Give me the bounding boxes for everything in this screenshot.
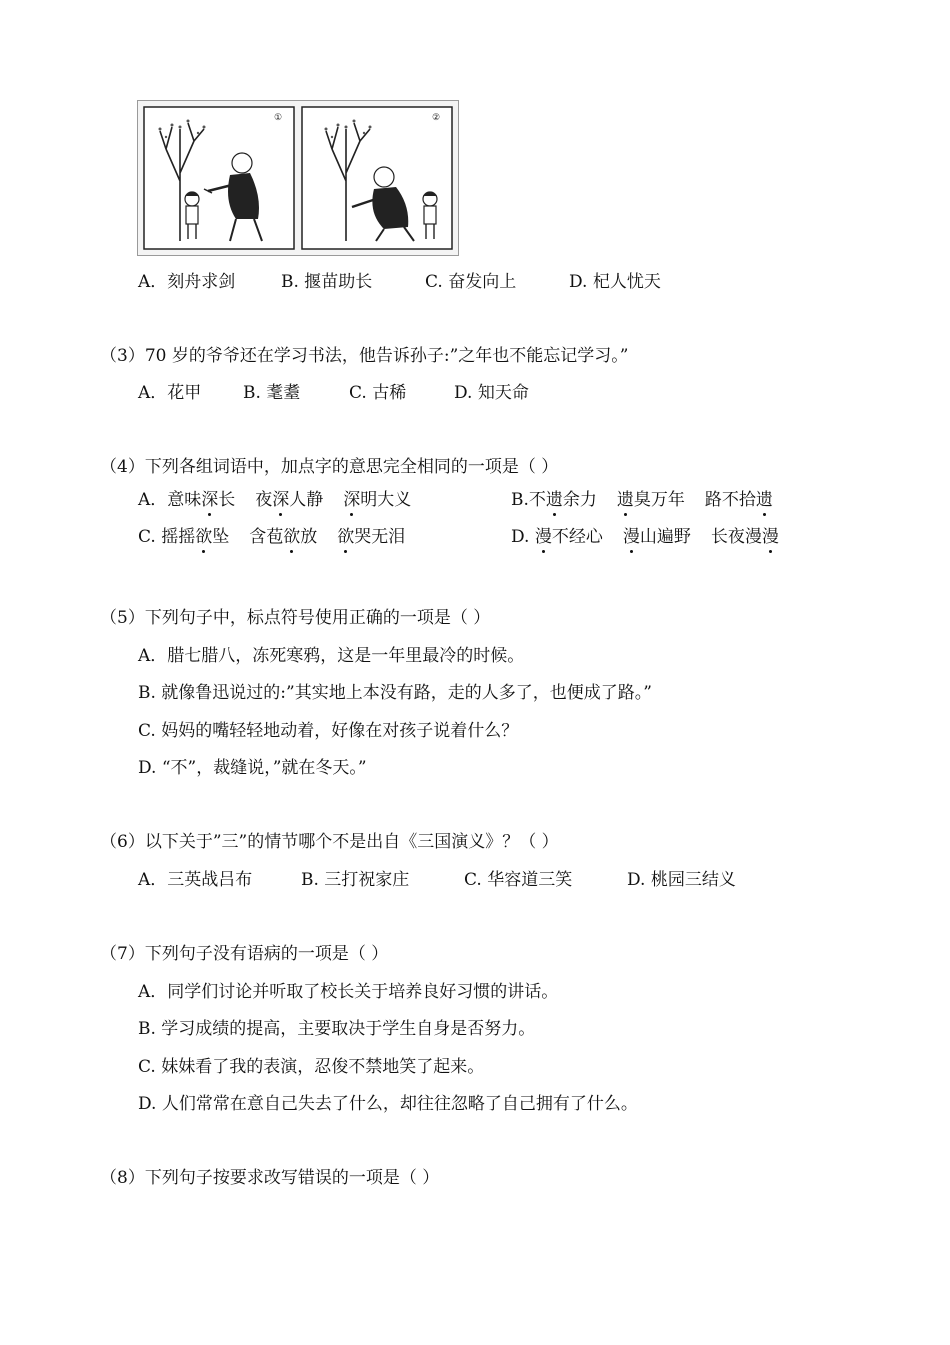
q6-stem: （6）以下关于”三”的情节哪个不是出自《三国演义》？（ ）	[100, 832, 559, 852]
dotted-char: 欲	[283, 527, 301, 547]
q3-stem: （3）70 岁的爷爷还在学习书法，他告诉孙子:”之年也不能忘记学习。”	[100, 346, 629, 366]
q6-option-a: A．三英战吕布	[138, 870, 253, 890]
q6-option-c: C. 华容道三笑	[464, 870, 573, 890]
comic-drawing	[138, 101, 458, 255]
dotted-char: 遗	[545, 490, 563, 510]
q4-option-a: A．意味深长 夜深人静 深明大义	[138, 490, 412, 510]
q7-option-d: D. 人们常常在意自己失去了什么，却往往忽略了自己拥有了什么。	[138, 1094, 638, 1114]
q6-option-d: D. 桃园三结义	[627, 870, 736, 890]
q4-option-c: C. 摇摇欲坠 含苞欲放 欲哭无泪	[138, 527, 406, 547]
q5-option-c: C. 妈妈的嘴轻轻地动着，好像在对孩子说着什么？	[138, 721, 519, 741]
q7-stem: （7）下列句子没有语病的一项是（ ）	[100, 944, 389, 964]
dotted-char: 欲	[337, 527, 355, 547]
panel2-number: ②	[431, 113, 441, 123]
q3-option-b: B. 耄耋	[243, 383, 301, 403]
dotted-char: 漫	[761, 527, 779, 547]
dotted-char: 深	[343, 490, 361, 510]
q4-option-b: B.不遗余力 遗臭万年 路不拾遗	[511, 490, 773, 510]
dotted-char: 遗	[616, 490, 634, 510]
q7-option-c: C. 妹妹看了我的表演，忍俊不禁地笑了起来。	[138, 1057, 485, 1077]
dotted-char: 欲	[195, 527, 213, 547]
panel1-number: ①	[273, 113, 283, 123]
dotted-char: 漫	[534, 527, 552, 547]
q5-option-a: A．腊七腊八，冻死寒鸦，这是一年里最冷的时候。	[138, 646, 525, 666]
comic-illustration	[137, 100, 459, 256]
q5-stem: （5）下列句子中，标点符号使用正确的一项是（ ）	[100, 608, 491, 628]
dotted-char: 深	[272, 490, 290, 510]
q8-stem: （8）下列句子按要求改写错误的一项是（ ）	[100, 1168, 440, 1188]
q3-option-d: D. 知天命	[454, 383, 529, 403]
q4-option-d: D. 漫不经心 漫山遍野 长夜漫漫	[511, 527, 779, 547]
q4-stem: （4）下列各组词语中，加点字的意思完全相同的一项是（ ）	[100, 457, 559, 477]
q5-option-b: B. 就像鲁迅说过的:”其实地上本没有路，走的人多了，也便成了路。”	[138, 683, 652, 703]
q2-option-b: B. 揠苗助长	[281, 272, 373, 292]
dotted-char: 深	[201, 490, 219, 510]
q6-option-b: B. 三打祝家庄	[301, 870, 410, 890]
q2-option-a: A．刻舟求剑	[138, 272, 236, 292]
dotted-char: 遗	[755, 490, 773, 510]
q5-option-d: D. “不”，裁缝说，”就在冬天。”	[138, 758, 367, 778]
q7-option-a: A．同学们讨论并听取了校长关于培养良好习惯的讲话。	[138, 982, 559, 1002]
q7-option-b: B. 学习成绩的提高，主要取决于学生自身是否努力。	[138, 1019, 536, 1039]
q2-option-d: D. 杞人忧天	[569, 272, 661, 292]
q2-option-c: C. 奋发向上	[425, 272, 517, 292]
q3-option-a: A．花甲	[138, 383, 202, 403]
dotted-char: 漫	[622, 527, 640, 547]
q3-option-c: C. 古稀	[349, 383, 407, 403]
